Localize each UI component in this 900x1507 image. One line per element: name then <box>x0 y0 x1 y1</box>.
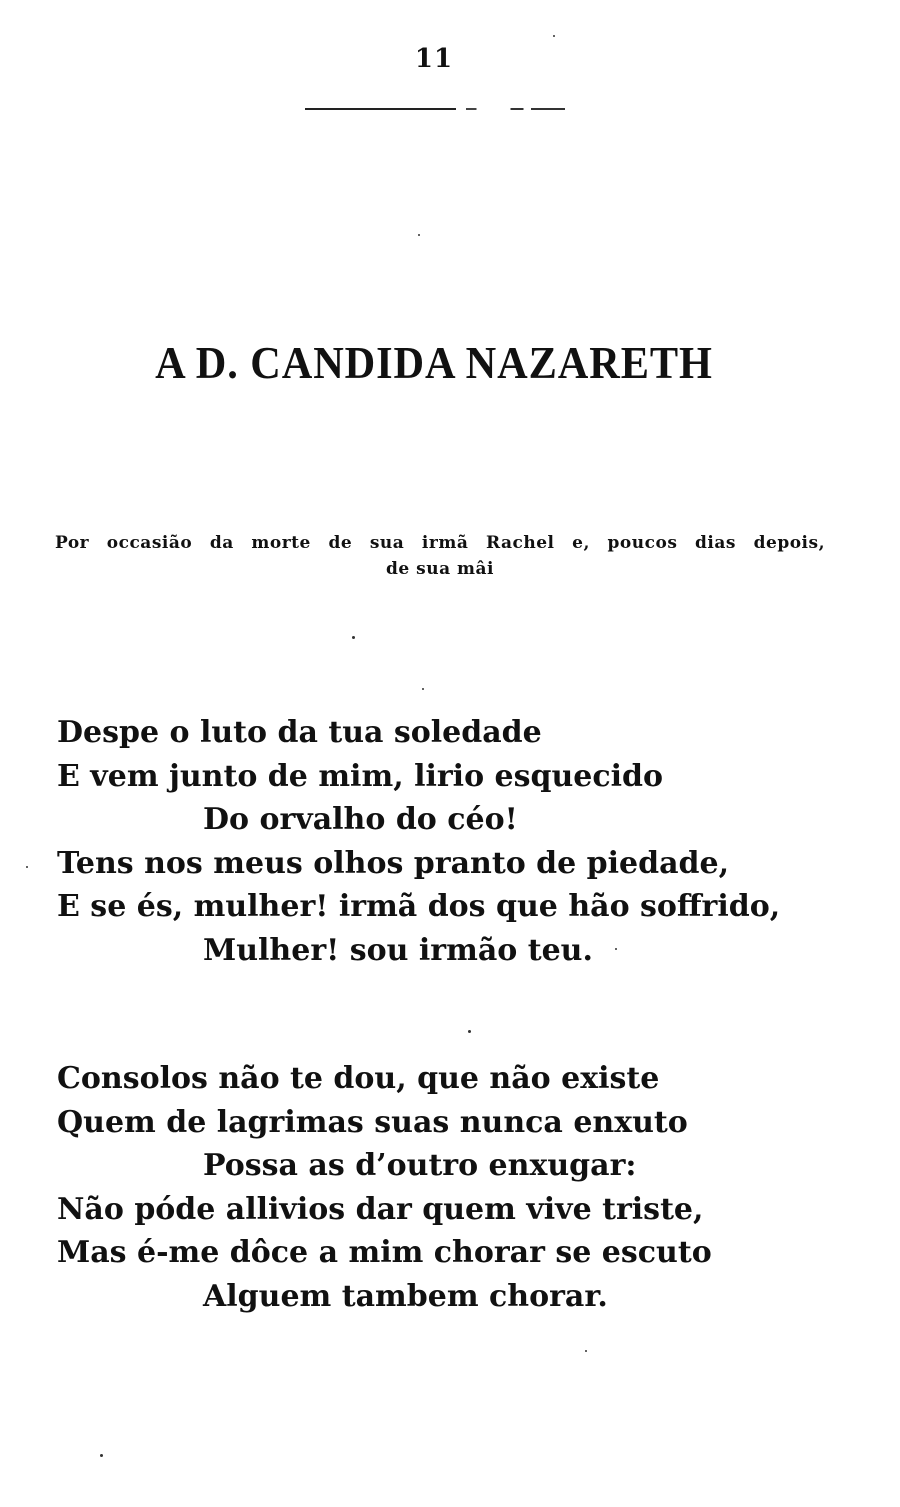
dedication-line-2: de sua mâi <box>386 559 494 579</box>
stanza-1 <box>57 711 817 972</box>
poem-title: A D. CANDIDA NAZARETH <box>155 337 713 388</box>
scan-speck <box>468 1030 471 1033</box>
verse: E se és, mulher! irmã dos que hão soffrido, <box>57 889 781 924</box>
page-number: 11 <box>414 44 454 74</box>
verse-indented: Possa as d’outro enxugar: <box>203 1148 637 1183</box>
verse: Despe o luto da tua soledade <box>57 715 542 750</box>
scan-speck <box>585 1350 587 1352</box>
header-rule <box>305 108 565 110</box>
verse: Quem de lagrimas suas nunca enxuto <box>57 1104 688 1140</box>
verse: Tens nos meus olhos pranto de piedade, <box>57 845 730 881</box>
verse: Consolos não te dou, que não existe <box>57 1061 660 1096</box>
dedication-line-1: Por occasião da morte de sua irmã Rachel e, poucos dias depois, <box>55 533 825 553</box>
verse-indented: Alguem tambem chorar. <box>203 1278 608 1314</box>
verse-indented: Do orvalho do céo! <box>203 802 518 837</box>
poem-dedication <box>55 530 825 582</box>
scan-speck <box>418 234 420 236</box>
verse: Não póde allivios dar quem vive triste, <box>57 1191 704 1227</box>
scan-speck <box>100 1454 103 1457</box>
verse-indented: Mulher! sou irmão teu. <box>203 932 593 968</box>
verse: Mas é-me dôce a mim chorar se escuto <box>57 1235 712 1270</box>
stanza-2 <box>57 1057 817 1318</box>
scan-speck <box>422 688 424 690</box>
scan-speck <box>26 866 28 868</box>
scan-speck <box>553 35 555 37</box>
scan-speck <box>615 948 617 950</box>
verse: E vem junto de mim, lirio esquecido <box>57 758 664 794</box>
scan-speck <box>352 636 355 639</box>
